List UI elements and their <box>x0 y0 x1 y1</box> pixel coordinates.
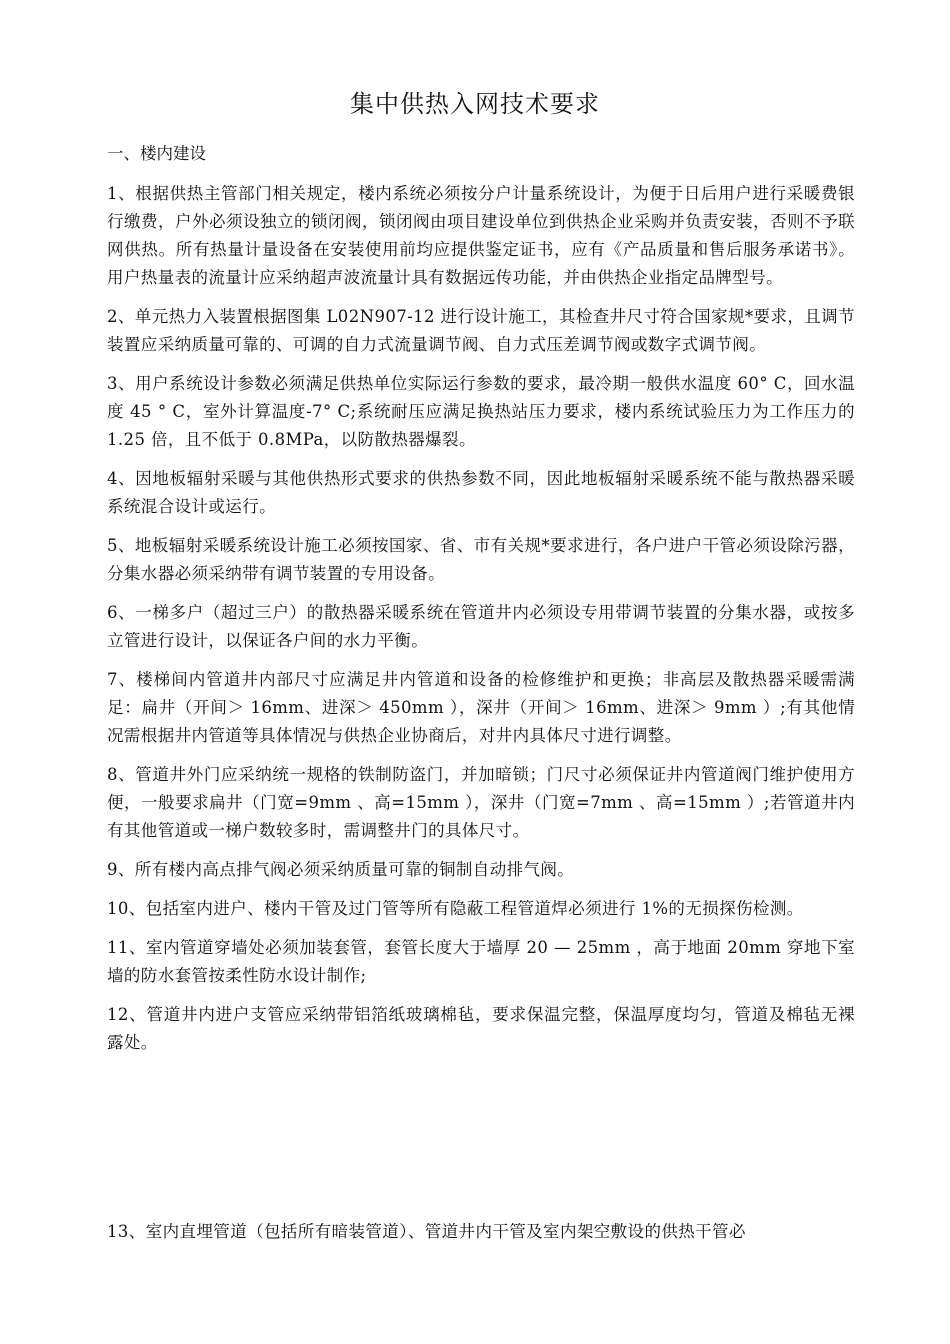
paragraph-10: 10、包括室内进户、楼内干管及过门管等所有隐蔽工程管道焊必须进行 1%的无损探伤检测。 <box>107 899 804 918</box>
paragraph-7: 7、楼梯间内管道井内部尺寸应满足井内管道和设备的检修维护和更换；非高层及散热器采暖需满足：扁井（开间＞ 16mm、进深＞ 450mm ），深井（开间＞ 16mm、进深＞ 9mm ）;有其他情况需根据井内管道等具体情况与供热企业协商后，对井内具体尺寸进行调整。 <box>107 670 855 745</box>
section-heading: 一、楼内建设 <box>107 144 206 163</box>
paragraph-9: 9、所有楼内高点排气阀必须采纳质量可靠的铜制自动排气阀。 <box>107 860 575 879</box>
paragraph-4: 4、因地板辐射采暖与其他供热形式要求的供热参数不同，因此地板辐射采暖系统不能与散热器采暖系统混合设计或运行。 <box>107 469 855 516</box>
paragraph-2: 2、单元热力入装置根据图集 L02N907-12 进行设计施工，其检查井尺寸符合国家规*要求，且调节装置应采纳质量可靠的、可调的自力式流量调节阀、自力式压差调节阀或数字式调节阀。 <box>107 307 855 354</box>
document-title: 集中供热入网技术要求 <box>350 90 600 118</box>
paragraph-13: 13、室内直埋管道（包括所有暗装管道）、管道井内干管及室内架空敷设的供热干管必 <box>107 1222 746 1241</box>
paragraph-5: 5、地板辐射采暖系统设计施工必须按国家、省、市有关规*要求进行，各户进户干管必须设除污器，分集水器必须采纳带有调节装置的专用设备。 <box>107 536 855 583</box>
paragraph-6: 6、一梯多户（超过三户）的散热器采暖系统在管道井内必须设专用带调节装置的分集水器，或按多立管进行设计，以保证各户间的水力平衡。 <box>107 603 855 650</box>
paragraph-11: 11、室内管道穿墙处必须加装套管，套管长度大于墙厚 20 — 25mm ，高于地面 20mm 穿地下室墙的防水套管按柔性防水设计制作; <box>107 938 855 985</box>
paragraph-3: 3、用户系统设计参数必须满足供热单位实际运行参数的要求，最冷期一般供水温度 60° C，回水温度 45 ° C，室外计算温度-7° C;系统耐压应满足换热站压力要求，楼内系统试验压力为工作压力的 1.25 倍，且不低于 0.8MPa，以防散热器爆裂。 <box>107 374 855 449</box>
paragraph-12: 12、管道井内进户支管应采纳带铝箔纸玻璃棉毡，要求保温完整，保温厚度均匀，管道及棉毡无裸露处。 <box>107 1005 855 1052</box>
document-body <box>107 140 855 1068</box>
paragraph-1: 1、根据供热主管部门相关规定，楼内系统必须按分户计量系统设计，为便于日后用户进行采暖费银行缴费，户外必须设独立的锁闭阀，锁闭阀由项目建设单位到供热企业采购并负责安装，否则不予联网供热。所有热量计量设备在安装使用前均应提供鉴定证书，应有《产品质量和售后服务承诺书》。用户热量表的流量计应采纳超声波流量计具有数据远传功能，并由供热企业指定品牌型号。 <box>107 184 855 287</box>
paragraph-8: 8、管道井外门应采纳统一规格的铁制防盗门，并加暗锁；门尺寸必须保证井内管道阀门维护使用方便，一般要求扁井（门宽=9mm 、高=15mm ），深井（门宽=7mm 、高=15mm ）;若管道井内有其他管道或一梯户数较多时，需调整井门的具体尺寸。 <box>107 765 855 840</box>
